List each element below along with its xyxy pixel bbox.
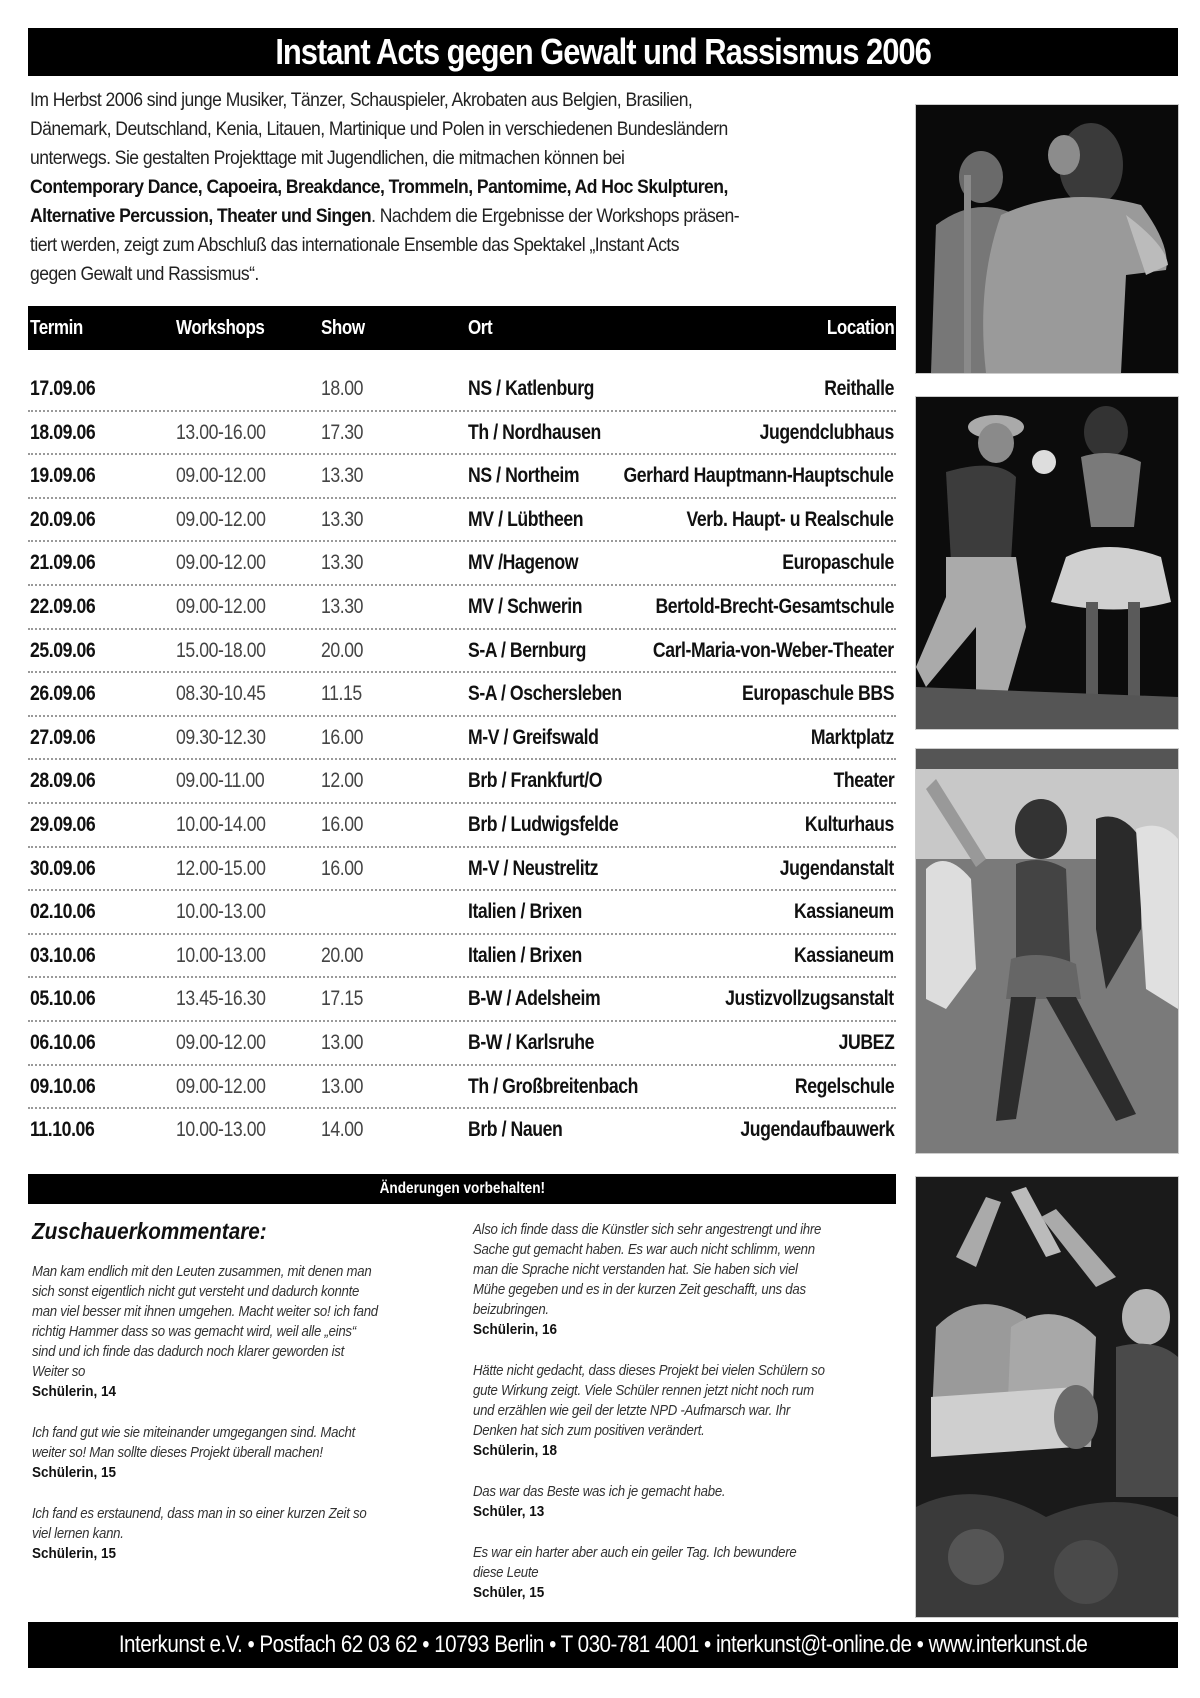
cell-workshops: 10.00-13.00 xyxy=(176,943,266,967)
cell-date: 26.09.06 xyxy=(30,682,96,706)
cell-date: 09.10.06 xyxy=(30,1074,96,1098)
cell-workshops: 09.00-12.00 xyxy=(176,1074,266,1098)
cell-show: 11.15 xyxy=(321,682,362,706)
intro-line xyxy=(30,86,822,115)
cell-location: Jugendanstalt xyxy=(779,856,894,880)
cell-ort: B-W / Adelsheim xyxy=(468,987,601,1011)
notice-text: Änderungen vorbehalten! xyxy=(379,1180,545,1197)
comment-author: Schülerin, 15 xyxy=(32,1464,117,1481)
cell-workshops: 10.00-13.00 xyxy=(176,1118,266,1142)
cell-ort: Italien / Brixen xyxy=(468,943,582,967)
comment-author: Schülerin, 16 xyxy=(473,1321,558,1338)
cell-workshops: 09.00-12.00 xyxy=(176,551,266,575)
comment-author: Schüler, 13 xyxy=(473,1503,545,1520)
cell-location: Kulturhaus xyxy=(805,812,894,836)
cell-location: Carl-Maria-von-Weber-Theater xyxy=(653,638,894,662)
table-header xyxy=(28,306,896,350)
cell-ort: Th / Nordhausen xyxy=(468,420,601,444)
table-row xyxy=(28,1066,896,1110)
table-row xyxy=(28,630,896,674)
intro-highlight: Contemporary Dance, Capoeira, Breakdance, Trommeln, Pantomime, Ad Hoc Skulpturen, xyxy=(30,176,728,198)
cell-workshops: 13.45-16.30 xyxy=(176,987,266,1011)
cell-workshops: 09.00-12.00 xyxy=(176,464,266,488)
comment-line: weiter so! Man sollte dieses Projekt überall machen! xyxy=(32,1444,323,1461)
table-row xyxy=(28,978,896,1022)
table-row xyxy=(28,935,896,979)
comment xyxy=(473,1361,893,1461)
comment-line: Das war das Beste was ich je gemacht habe. xyxy=(473,1483,726,1500)
intro-text: Im Herbst 2006 sind junge Musiker, Tänzer, Schauspieler, Akrobaten aus Belgien, Brasilien, xyxy=(30,89,693,111)
cell-date: 28.09.06 xyxy=(30,769,96,793)
comment xyxy=(473,1482,893,1522)
comment-line: man viel besser mit ihnen umgehen. Macht weiter so! ich fand xyxy=(32,1303,378,1320)
cell-workshops: 10.00-13.00 xyxy=(176,900,266,924)
photo-drummers-crowd xyxy=(915,1176,1179,1618)
cell-ort: NS / Katlenburg xyxy=(468,377,595,400)
comments-heading: Zuschauerkommentare: xyxy=(32,1218,267,1244)
footer-contact: Interkunst e.V. • Postfach 62 03 62 • 10793 Berlin • T 030-781 4001 • interkunst@t-online.de • www.interkunst.de xyxy=(118,1631,1088,1658)
cell-ort: Brb / Ludwigsfelde xyxy=(468,812,619,836)
comment-line: Weiter so xyxy=(32,1363,86,1380)
cell-show: 14.00 xyxy=(321,1118,364,1142)
cell-ort: Brb / Frankfurt/O xyxy=(468,769,602,793)
comment-line: und erzählen wie geil der letzte NPD -Aufmarsch war. Ihr xyxy=(473,1402,791,1419)
table-row xyxy=(28,891,896,935)
cell-workshops: 09.00-12.00 xyxy=(176,507,266,531)
cell-location: Reithalle xyxy=(824,377,894,400)
cell-show: 17.30 xyxy=(321,420,364,444)
cell-ort: MV /Hagenow xyxy=(468,551,579,575)
comment xyxy=(473,1220,893,1340)
intro-line xyxy=(30,144,822,173)
cell-show: 17.15 xyxy=(321,987,364,1011)
comments-column-left xyxy=(32,1262,452,1585)
comment-author: Schüler, 15 xyxy=(473,1584,545,1601)
cell-workshops: 08.30-10.45 xyxy=(176,682,266,706)
comment-line: richtig Hammer dass so was gemacht wird, weil alle „eins“ xyxy=(32,1323,356,1340)
cell-date: 25.09.06 xyxy=(30,638,96,662)
cell-date: 17.09.06 xyxy=(30,377,96,400)
table-row xyxy=(28,848,896,892)
cell-workshops: 09.30-12.30 xyxy=(176,725,266,749)
comment-quote xyxy=(473,1220,893,1320)
cell-date: 19.09.06 xyxy=(30,464,96,488)
table-row xyxy=(28,412,896,456)
table-row xyxy=(28,760,896,804)
intro-text: gegen Gewalt und Rassismus“. xyxy=(30,263,259,285)
page-title: Instant Acts gegen Gewalt und Rassismus 2006 xyxy=(275,31,931,72)
cell-location: Jugendclubhaus xyxy=(759,420,894,444)
cell-ort: B-W / Karlsruhe xyxy=(468,1030,595,1054)
cell-workshops: 09.00-11.00 xyxy=(176,769,265,793)
cell-location: Europaschule BBS xyxy=(741,682,894,706)
cell-date: 03.10.06 xyxy=(30,943,96,967)
table-row xyxy=(28,455,896,499)
cell-location: Bertold-Brecht-Gesamtschule xyxy=(655,594,894,618)
comment-quote xyxy=(32,1423,452,1463)
intro-line xyxy=(30,173,822,202)
cell-ort: S-A / Oschersleben xyxy=(468,682,622,706)
photo-dancers-singer xyxy=(915,396,1179,730)
comment-quote xyxy=(32,1504,452,1544)
comment-line: man die Sprache nicht verstanden hat. Sie haben sich viel xyxy=(473,1261,798,1278)
cell-workshops: 15.00-18.00 xyxy=(176,638,266,662)
comment xyxy=(473,1543,893,1603)
cell-show: 13.00 xyxy=(321,1074,364,1098)
comment-line: beizubringen. xyxy=(473,1301,549,1318)
table-row xyxy=(28,1109,896,1153)
cell-workshops: 09.00-12.00 xyxy=(176,594,266,618)
comment xyxy=(32,1423,452,1483)
cell-show: 16.00 xyxy=(321,856,364,880)
cell-date: 05.10.06 xyxy=(30,987,96,1011)
intro-text: Dänemark, Deutschland, Kenia, Litauen, Martinique und Polen in verschiedenen Bundesländern xyxy=(30,118,728,140)
cell-show: 13.30 xyxy=(321,464,364,488)
table-row xyxy=(28,586,896,630)
cell-location: Justizvollzugsanstalt xyxy=(725,987,894,1011)
intro-text: . Nachdem die Ergebnisse der Workshops präsen- xyxy=(371,205,740,227)
cell-date: 27.09.06 xyxy=(30,725,96,749)
header-workshops: Workshops xyxy=(176,316,265,339)
intro-text: tiert werden, zeigt zum Abschluß das internationale Ensemble das Spektakel „Instant Acts xyxy=(30,234,679,256)
comment-line: sind und ich finde das dadurch noch klarer geworden ist xyxy=(32,1343,345,1360)
comment-quote xyxy=(473,1543,893,1583)
table-body xyxy=(28,368,896,1153)
cell-show: 20.00 xyxy=(321,943,364,967)
comment-line: gute Wirkung zeigt. Viele Schüler rennen jetzt nicht noch rum xyxy=(473,1382,814,1399)
cell-show: 13.00 xyxy=(321,1030,364,1054)
intro-line xyxy=(30,202,822,231)
footer-bar xyxy=(28,1622,1178,1668)
cell-workshops: 09.00-12.00 xyxy=(176,1030,266,1054)
cell-location: Jugendaufbauwerk xyxy=(739,1118,894,1142)
photo-performers-stage xyxy=(915,104,1179,374)
intro-text: unterwegs. Sie gestalten Projekttage mit Jugendlichen, die mitmachen können bei xyxy=(30,147,625,169)
table-row xyxy=(28,499,896,543)
comment-quote xyxy=(32,1262,452,1382)
comment-line: Es war ein harter aber auch ein geiler Tag. Ich bewundere xyxy=(473,1544,797,1561)
cell-ort: Brb / Nauen xyxy=(468,1118,563,1142)
cell-workshops: 12.00-15.00 xyxy=(176,856,266,880)
title-bar xyxy=(28,28,1178,76)
cell-location: JUBEZ xyxy=(838,1030,894,1054)
comment-line: Ich fand gut wie sie miteinander umgegangen sind. Macht xyxy=(32,1424,356,1441)
cell-ort: Th / Großbreitenbach xyxy=(468,1074,638,1098)
table-row xyxy=(28,368,896,412)
cell-date: 29.09.06 xyxy=(30,812,96,836)
cell-location: Gerhard Hauptmann-Hauptschule xyxy=(623,464,894,488)
cell-ort: NS / Northeim xyxy=(468,464,580,488)
comment-author: Schülerin, 18 xyxy=(473,1442,558,1459)
cell-show: 16.00 xyxy=(321,812,364,836)
comments-column-right xyxy=(473,1220,893,1624)
cell-date: 22.09.06 xyxy=(30,594,96,618)
cell-date: 18.09.06 xyxy=(30,420,96,444)
cell-show: 20.00 xyxy=(321,638,364,662)
intro-paragraph xyxy=(30,86,910,289)
cell-show: 13.30 xyxy=(321,594,364,618)
table-row xyxy=(28,804,896,848)
comment-line: Mühe gegeben und es in der kurzen Zeit geschafft, uns das xyxy=(473,1281,806,1298)
comment-line: diese Leute xyxy=(473,1564,539,1581)
cell-date: 02.10.06 xyxy=(30,900,96,924)
notice-bar xyxy=(28,1174,896,1204)
cell-ort: MV / Lübtheen xyxy=(468,507,584,531)
comment-author: Schülerin, 14 xyxy=(32,1383,117,1400)
photo-dance-workshop xyxy=(915,748,1179,1154)
comment-quote xyxy=(473,1482,893,1502)
cell-date: 30.09.06 xyxy=(30,856,96,880)
cell-ort: Italien / Brixen xyxy=(468,900,582,924)
header-location: Location xyxy=(826,316,894,339)
comment-line: sich sonst eigentlich nicht gut versteht und dadurch konnte xyxy=(32,1283,360,1300)
comment-line: Also ich finde dass die Künstler sich sehr angestrengt und ihre xyxy=(473,1221,822,1238)
comment xyxy=(32,1504,452,1564)
cell-ort: MV / Schwerin xyxy=(468,594,583,618)
cell-location: Verb. Haupt- u Realschule xyxy=(686,507,894,531)
table-row xyxy=(28,542,896,586)
tour-schedule-table xyxy=(28,306,896,1153)
comment xyxy=(32,1262,452,1402)
comment-quote xyxy=(473,1361,893,1441)
cell-workshops: 10.00-14.00 xyxy=(176,812,266,836)
cell-date: 11.10.06 xyxy=(30,1118,95,1142)
cell-workshops: 13.00-16.00 xyxy=(176,420,266,444)
cell-show: 18.00 xyxy=(321,377,364,400)
comment-line: Hätte nicht gedacht, dass dieses Projekt bei vielen Schülern so xyxy=(473,1362,825,1379)
header-termin: Termin xyxy=(30,316,83,339)
cell-show: 13.30 xyxy=(321,507,364,531)
cell-date: 06.10.06 xyxy=(30,1030,96,1054)
header-show: Show xyxy=(321,316,365,339)
cell-location: Europaschule xyxy=(782,551,894,575)
cell-location: Marktplatz xyxy=(810,725,894,749)
cell-show: 13.30 xyxy=(321,551,364,575)
header-ort: Ort xyxy=(468,316,493,339)
cell-date: 20.09.06 xyxy=(30,507,96,531)
comment-line: Denken hat sich zum positiven verändert. xyxy=(473,1422,705,1439)
comment-line: viel lernen kann. xyxy=(32,1525,124,1542)
cell-show: 12.00 xyxy=(321,769,364,793)
cell-location: Kassianeum xyxy=(794,943,894,967)
cell-location: Regelschule xyxy=(794,1074,894,1098)
table-row xyxy=(28,717,896,761)
cell-ort: M-V / Greifswald xyxy=(468,725,599,749)
comment-author: Schülerin, 15 xyxy=(32,1545,117,1562)
intro-highlight: Alternative Percussion, Theater und Singen xyxy=(30,205,372,227)
table-row xyxy=(28,1022,896,1066)
comment-line: Sache gut gemacht haben. Es war auch nicht schlimm, wenn xyxy=(473,1241,815,1258)
intro-line xyxy=(30,231,822,260)
cell-date: 21.09.06 xyxy=(30,551,96,575)
cell-location: Kassianeum xyxy=(794,900,894,924)
intro-line xyxy=(30,260,822,289)
cell-ort: S-A / Bernburg xyxy=(468,638,586,662)
cell-location: Theater xyxy=(833,769,894,793)
comment-line: Ich fand es erstaunend, dass man in so einer kurzen Zeit so xyxy=(32,1505,367,1522)
cell-show: 16.00 xyxy=(321,725,364,749)
table-row xyxy=(28,673,896,717)
cell-ort: M-V / Neustrelitz xyxy=(468,856,599,880)
comment-line: Man kam endlich mit den Leuten zusammen, mit denen man xyxy=(32,1263,372,1280)
intro-line xyxy=(30,115,822,144)
